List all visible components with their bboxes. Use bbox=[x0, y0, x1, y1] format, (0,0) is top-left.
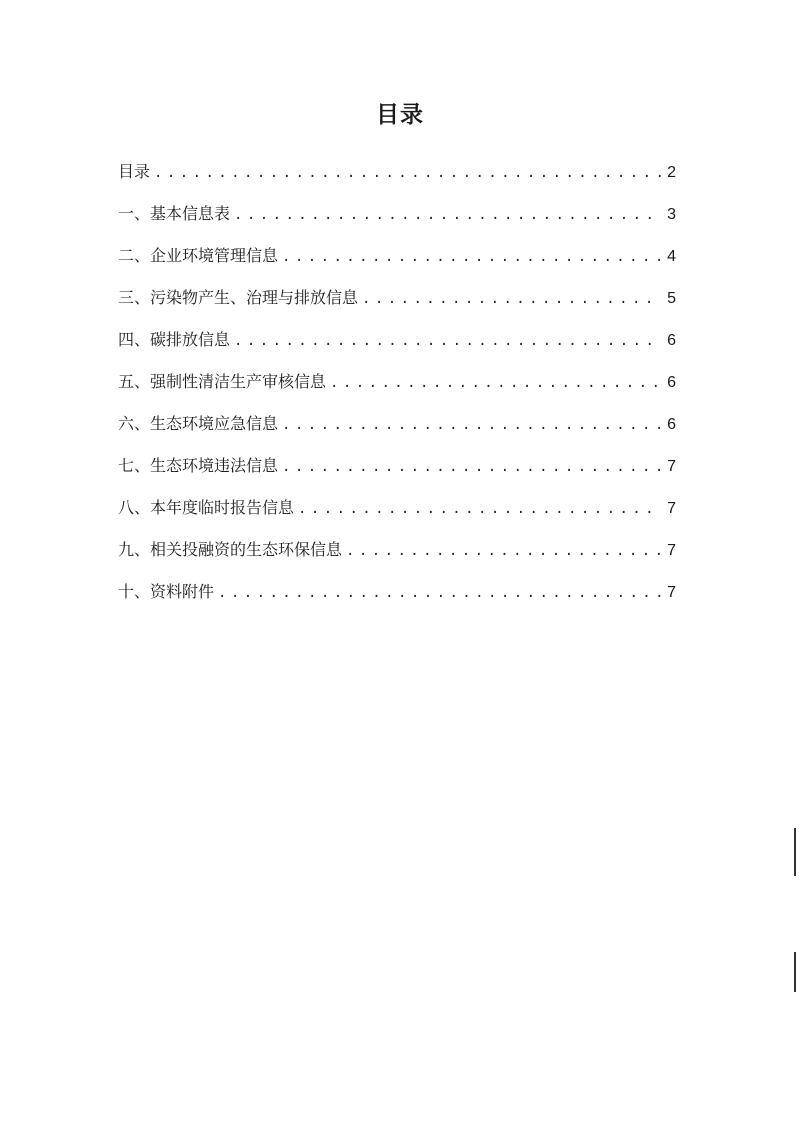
toc-entry-label: 三、污染物产生、治理与排放信息 bbox=[118, 288, 359, 307]
toc-entry-label: 九、相关投融资的生态环保信息 bbox=[118, 540, 343, 559]
toc-entry-page: 6 bbox=[667, 332, 676, 349]
dot-leader bbox=[282, 453, 661, 481]
toc-entry-label: 六、生态环境应急信息 bbox=[118, 414, 279, 433]
toc-entry[interactable] bbox=[118, 452, 676, 494]
toc-entry-label: 八、本年度临时报告信息 bbox=[118, 498, 295, 517]
toc-entry-label: 十、资料附件 bbox=[118, 582, 215, 601]
toc-entry[interactable] bbox=[118, 410, 676, 452]
toc-entry[interactable] bbox=[118, 536, 676, 578]
scan-edge-mark bbox=[794, 828, 796, 876]
dot-leader bbox=[154, 159, 661, 187]
dot-leader bbox=[346, 537, 661, 565]
toc-entry-label: 七、生态环境违法信息 bbox=[118, 456, 279, 475]
toc-entry-page: 2 bbox=[667, 164, 676, 181]
dot-leader bbox=[234, 327, 661, 355]
dot-leader bbox=[362, 285, 661, 313]
dot-leader bbox=[330, 369, 661, 397]
toc-entry-page: 7 bbox=[667, 584, 676, 601]
toc-entry[interactable] bbox=[118, 494, 676, 536]
dot-leader bbox=[282, 411, 661, 439]
toc-entry-page: 5 bbox=[667, 290, 676, 307]
toc-title: 目录 bbox=[376, 102, 424, 128]
toc-entry-page: 7 bbox=[667, 458, 676, 475]
toc-entry-page: 6 bbox=[667, 416, 676, 433]
toc-entry[interactable] bbox=[118, 578, 676, 620]
toc-entry[interactable] bbox=[118, 368, 676, 410]
toc-entry-label: 一、基本信息表 bbox=[118, 204, 231, 223]
toc-entry-page: 7 bbox=[667, 542, 676, 559]
toc-entry[interactable] bbox=[118, 158, 676, 200]
dot-leader bbox=[234, 201, 661, 229]
toc-entry-page: 4 bbox=[667, 248, 676, 265]
toc-entry[interactable] bbox=[118, 200, 676, 242]
scan-edge-mark bbox=[794, 952, 796, 992]
toc-entry-page: 3 bbox=[667, 206, 676, 223]
dot-leader bbox=[298, 495, 661, 523]
toc-entry-page: 7 bbox=[667, 500, 676, 517]
toc-list bbox=[118, 158, 676, 620]
toc-entry-label: 目录 bbox=[118, 162, 151, 181]
dot-leader bbox=[282, 243, 661, 271]
toc-entry[interactable] bbox=[118, 326, 676, 368]
toc-entry-label: 五、强制性清洁生产审核信息 bbox=[118, 372, 327, 391]
toc-entry-label: 二、企业环境管理信息 bbox=[118, 246, 279, 265]
dot-leader bbox=[218, 579, 661, 607]
toc-entry-label: 四、碳排放信息 bbox=[118, 330, 231, 349]
toc-entry-page: 6 bbox=[667, 374, 676, 391]
toc-entry[interactable] bbox=[118, 242, 676, 284]
toc-entry[interactable] bbox=[118, 284, 676, 326]
